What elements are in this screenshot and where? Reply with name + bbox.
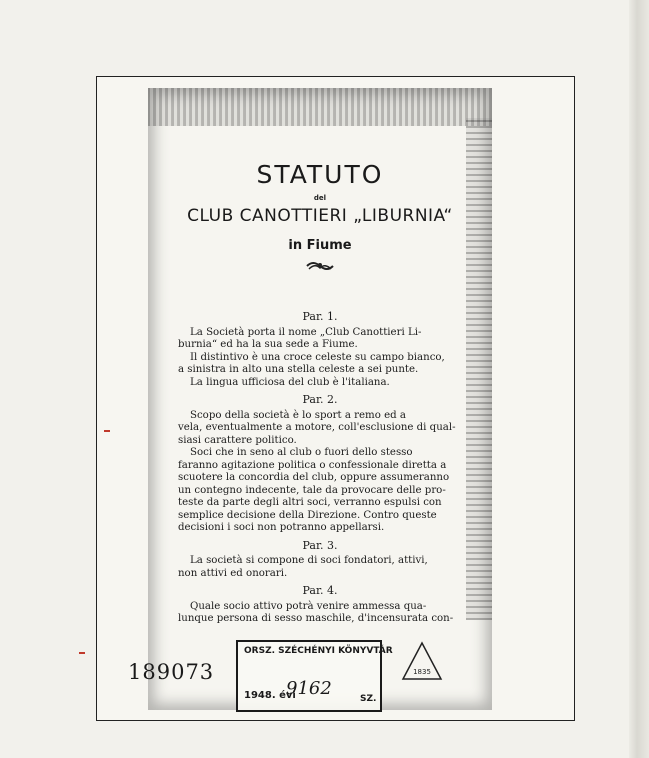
triangle-stamp-year: 1835 — [413, 668, 431, 676]
statute-line: La lingua ufficiosa del club è l'italiana. — [190, 376, 390, 388]
document-title: STATUTO — [256, 160, 384, 189]
statute-line: decisioni i soci non potranno appellarsi. — [178, 522, 385, 533]
statute-line: a sinistra in alto una stella celeste a sei punte. — [178, 364, 419, 375]
library-stamp-sz: SZ. — [360, 694, 377, 704]
statute-line: lunque persona di sesso maschile, d'incensurata con- — [178, 613, 454, 624]
paragraph-heading: Par. 4. — [302, 584, 338, 597]
library-stamp-year: 1948. évi — [244, 690, 296, 701]
statute-line: siasi carattere politico. — [178, 434, 297, 446]
city-name: in Fiume — [288, 238, 352, 253]
statute-line: La società si compone di soci fondatori, attivi, — [190, 555, 428, 566]
handwritten-number: 9162 — [286, 678, 332, 699]
paragraph-heading: Par. 3. — [302, 538, 338, 552]
statute-line: teste da parte degli altri soci, verranno espulsi con — [178, 497, 442, 508]
library-stamp-title: ORSZ. SZÉCHÉNYI KÖNYVTÁR — [244, 646, 393, 656]
statute-line: Quale socio attivo potrà venire ammessa qua- — [190, 600, 427, 612]
statute-line: un contegno indecente, tale da provocare delle pro- — [178, 484, 446, 496]
club-name: CLUB CANOTTIERI „LIBURNIA“ — [187, 206, 453, 226]
statute-line: Il distintivo è una croce celeste su campo bianco, — [190, 351, 445, 363]
triangle-stamp-icon — [400, 640, 444, 682]
statute-line: La Società porta il nome „Club Canottieri Li- — [190, 326, 422, 338]
statute-line: Scopo della società è lo sport a remo ed a — [190, 409, 406, 421]
document-subtitle-del: del — [313, 194, 327, 202]
statute-line: scuotere la concordia del club, oppure assumeranno — [178, 472, 450, 483]
inventory-number: 189073 — [128, 660, 215, 684]
statute-line: non attivi ed onorari. — [178, 567, 288, 579]
statute-line: semplice decisione della Direzione. Contro queste — [178, 509, 437, 521]
red-mark — [79, 652, 85, 654]
statute-line: Soci che in seno al club o fuori dello stesso — [190, 447, 413, 458]
statute-line: vela, eventualmente a motore, coll'esclusione di qual- — [178, 422, 456, 433]
red-mark — [104, 430, 110, 432]
paragraph-heading: Par. 2. — [302, 393, 338, 406]
ornament-icon — [305, 260, 335, 272]
library-stamp — [236, 640, 393, 712]
statute-text — [148, 306, 492, 626]
scanned-document — [148, 88, 492, 710]
statute-line: faranno agitazione politica o confessionale diretta a — [178, 459, 447, 471]
paragraph-heading: Par. 1. — [302, 310, 338, 323]
statute-line: burnia“ ed ha la sua sede a Fiume. — [178, 339, 358, 350]
page-edge — [629, 0, 649, 758]
